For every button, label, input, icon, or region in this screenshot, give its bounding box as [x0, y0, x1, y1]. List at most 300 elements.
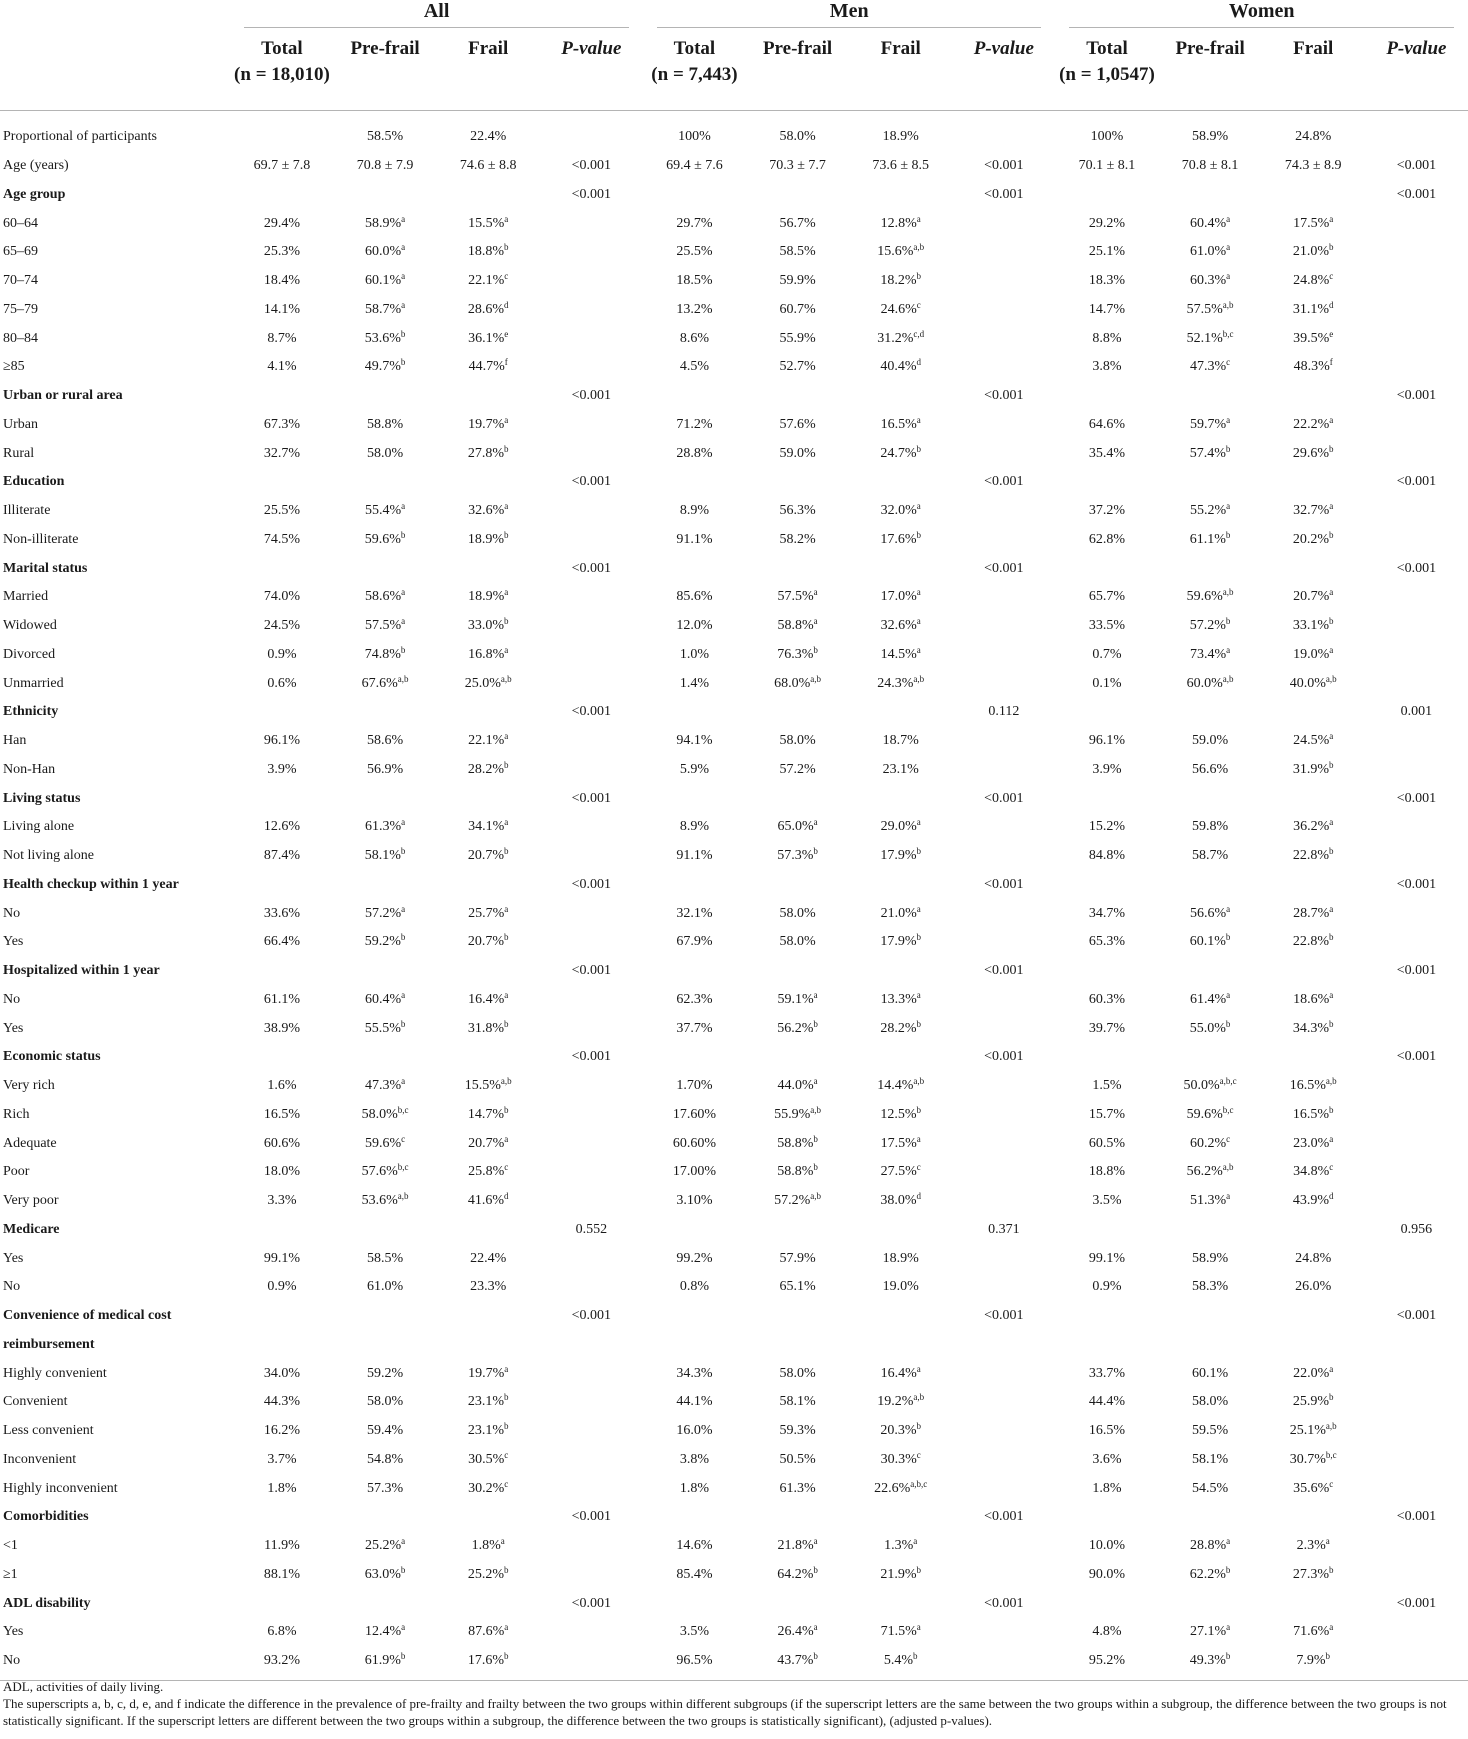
- table-cell: [643, 784, 746, 813]
- table-cell: 73.6 ± 8.5: [872, 158, 930, 174]
- cell-superscript: b: [1225, 1651, 1231, 1662]
- cell-superscript: a: [1226, 271, 1231, 282]
- table-row: [0, 267, 1468, 296]
- table-row: [0, 296, 1468, 325]
- table-cell: [437, 1072, 540, 1101]
- cell-value: 23.0%: [1293, 1135, 1330, 1151]
- section-row: [0, 382, 1468, 411]
- table-cell: [1159, 526, 1262, 555]
- cell-superscript: b: [1225, 616, 1231, 627]
- column-header-label: Total: [1086, 38, 1128, 59]
- table-cell: 1.5%: [1092, 1078, 1122, 1094]
- table-cell: [540, 267, 643, 296]
- cell-value: 29.0%: [880, 819, 917, 835]
- table-cell: [1159, 986, 1262, 1015]
- cell-value: 17.9%: [880, 848, 917, 864]
- row-label: ADL disability: [3, 1595, 91, 1611]
- table-cell: [540, 497, 643, 526]
- cell-superscript: b: [1329, 932, 1334, 943]
- cell-superscript: a: [504, 213, 509, 224]
- table-cell: 54.5%: [1192, 1480, 1229, 1496]
- table-cell: 15.7%: [1088, 1106, 1126, 1122]
- table-cell: [849, 813, 952, 842]
- table-cell: 33.5%: [1088, 618, 1126, 634]
- table-cell: 58.7%: [1192, 848, 1229, 864]
- table-cell: 1.8%: [679, 1480, 710, 1496]
- table-cell: 3.10%: [676, 1193, 713, 1209]
- cell-superscript: b: [916, 846, 922, 857]
- cell-superscript: a: [1329, 587, 1334, 598]
- table-cell: 29.2%: [1088, 215, 1126, 231]
- table-cell: 18.5%: [676, 273, 713, 289]
- table-cell: [952, 1561, 1055, 1590]
- cell-superscript: b: [913, 1651, 918, 1662]
- table-cell: 12.0%: [676, 618, 713, 634]
- table-cell: 59.0%: [1192, 733, 1229, 749]
- table-cell: [1262, 1187, 1365, 1216]
- table-cell: [1159, 382, 1262, 411]
- table-cell: [1159, 612, 1262, 641]
- cell-value: 50.0%: [1183, 1078, 1220, 1094]
- table-cell: 91.1%: [676, 531, 713, 547]
- cell-value: 27.1%: [1190, 1624, 1227, 1640]
- cell-value: 17.5%: [1293, 215, 1330, 231]
- table-cell: 33.7%: [1088, 1365, 1126, 1381]
- table-cell: [849, 1359, 952, 1388]
- cell-superscript: a: [401, 501, 406, 512]
- table-cell: 70.1 ± 8.1: [1078, 158, 1136, 174]
- table-cell: [230, 1589, 333, 1618]
- table-cell: [746, 382, 849, 411]
- row-label: Yes: [3, 1020, 24, 1036]
- cell-superscript: b: [813, 1133, 818, 1144]
- table-cell: [334, 1302, 437, 1331]
- table-cell: [952, 1331, 1055, 1360]
- cell-value: 61.4%: [1190, 991, 1227, 1007]
- table-cell: [1365, 1417, 1468, 1446]
- table-cell: [437, 986, 540, 1015]
- cell-superscript: b: [916, 529, 922, 540]
- table-cell: [952, 842, 1055, 871]
- table-cell: 59.9%: [779, 273, 816, 289]
- table-cell: [746, 1158, 849, 1187]
- section-row: [0, 1302, 1468, 1331]
- header-blank: [0, 0, 230, 28]
- group-header-women: Women: [1055, 0, 1468, 28]
- row-label: Poor: [3, 1164, 30, 1180]
- table-cell: [849, 526, 952, 555]
- cell-value: 16.5%: [880, 416, 917, 432]
- column-header-pre-frail: [1159, 28, 1262, 111]
- table-cell: [952, 111, 1055, 152]
- table-row: [0, 497, 1468, 526]
- table-cell: [1365, 1273, 1468, 1302]
- cell-value: 40.0%: [1289, 675, 1326, 691]
- cell-superscript: a,b: [500, 1076, 512, 1087]
- table-cell: [230, 1216, 333, 1245]
- table-cell: 0.9%: [1092, 1279, 1122, 1295]
- table-cell: [1055, 1216, 1158, 1245]
- table-cell: [540, 1072, 643, 1101]
- cell-value: 34.8%: [1293, 1164, 1330, 1180]
- table-cell: <0.001: [1396, 474, 1437, 490]
- cell-superscript: b: [504, 529, 509, 540]
- table-row: [0, 1618, 1468, 1647]
- table-cell: [952, 1618, 1055, 1647]
- table-cell: [849, 1129, 952, 1158]
- table-cell: 69.4 ± 7.6: [666, 158, 723, 174]
- row-label: Very poor: [3, 1193, 59, 1209]
- cell-superscript: b: [1329, 443, 1334, 454]
- table-cell: [437, 1359, 540, 1388]
- cell-superscript: e: [504, 328, 509, 339]
- cell-value: 30.7%: [1289, 1451, 1326, 1467]
- table-cell: [334, 583, 437, 612]
- cell-value: 58.9%: [364, 215, 402, 231]
- table-cell: [540, 1158, 643, 1187]
- table-row: [0, 353, 1468, 382]
- table-cell: [1159, 899, 1262, 928]
- table-cell: [540, 1187, 643, 1216]
- table-cell: 6.8%: [267, 1624, 297, 1640]
- table-cell: [1159, 1503, 1262, 1532]
- table-cell: [334, 296, 437, 325]
- table-cell: [334, 1014, 437, 1043]
- table-cell: [1159, 669, 1262, 698]
- cell-value: 57.5%: [777, 589, 814, 605]
- cell-superscript: a: [1329, 414, 1334, 425]
- table-cell: 13.2%: [676, 301, 713, 317]
- table-cell: [849, 1331, 952, 1360]
- table-cell: [1055, 1503, 1158, 1532]
- cell-value: 67.6%: [361, 675, 398, 691]
- table-cell: [1055, 554, 1158, 583]
- table-cell: [952, 641, 1055, 670]
- cell-superscript: b: [504, 616, 509, 627]
- table-cell: 16.2%: [263, 1423, 301, 1439]
- row-label: Economic status: [3, 1049, 101, 1065]
- table-cell: [849, 1589, 952, 1618]
- table-row: [0, 583, 1468, 612]
- table-cell: 18.3%: [1088, 273, 1126, 289]
- cell-superscript: a: [401, 616, 406, 627]
- table-cell: 64.6%: [1088, 416, 1126, 432]
- table-cell: [1365, 238, 1468, 267]
- column-header-label: Total: [261, 38, 303, 59]
- table-cell: 0.9%: [267, 646, 297, 662]
- cell-value: 58.8%: [777, 618, 814, 634]
- table-cell: [437, 526, 540, 555]
- table-cell: [1159, 439, 1262, 468]
- table-cell: [1262, 756, 1365, 785]
- table-cell: [1262, 411, 1365, 440]
- table-cell: 3.3%: [267, 1193, 297, 1209]
- table-cell: [1159, 1618, 1262, 1647]
- cell-superscript: a: [916, 1622, 921, 1633]
- table-cell: 57.2%: [779, 761, 816, 777]
- table-cell: [437, 1014, 540, 1043]
- row-label: No: [3, 1279, 21, 1295]
- table-cell: [952, 756, 1055, 785]
- cell-superscript: a: [916, 587, 921, 598]
- table-cell: 28.8%: [676, 445, 713, 461]
- row-label: Convenience of medical cost: [3, 1308, 172, 1324]
- table-cell: 15.2%: [1088, 819, 1126, 835]
- table-cell: [952, 928, 1055, 957]
- table-cell: [849, 1446, 952, 1475]
- table-cell: [952, 899, 1055, 928]
- table-cell: [1262, 641, 1365, 670]
- row-label: Unmarried: [3, 675, 64, 691]
- table-cell: [1159, 554, 1262, 583]
- table-cell: [1262, 1589, 1365, 1618]
- cell-value: 28.8%: [1190, 1538, 1227, 1554]
- table-cell: 93.2%: [230, 1647, 333, 1680]
- table-cell: [334, 1158, 437, 1187]
- cell-value: 20.7%: [467, 848, 505, 864]
- table-cell: 65.3%: [1088, 934, 1126, 950]
- table-cell: [1262, 353, 1365, 382]
- cell-value: 60.2%: [1190, 1135, 1227, 1151]
- cell-value: 24.8%: [1293, 273, 1330, 289]
- table-cell: [437, 1043, 540, 1072]
- cell-superscript: a: [1329, 644, 1334, 655]
- row-label: Yes: [3, 1250, 24, 1266]
- cell-superscript: b: [813, 846, 818, 857]
- cell-superscript: b: [504, 1564, 509, 1575]
- table-row: [0, 1187, 1468, 1216]
- table-row: [0, 111, 1468, 152]
- table-cell: [540, 842, 643, 871]
- table-cell: [437, 353, 540, 382]
- cell-superscript: b: [813, 1018, 818, 1029]
- cell-superscript: b: [504, 443, 509, 454]
- row-label: 60–64: [3, 215, 38, 231]
- cell-value: 60.0%: [364, 244, 402, 260]
- table-cell: [540, 1244, 643, 1273]
- table-cell: [437, 1589, 540, 1618]
- cell-superscript: b: [504, 846, 509, 857]
- cell-superscript: a: [504, 501, 509, 512]
- table-cell: 8.8%: [1092, 330, 1122, 346]
- cell-superscript: b: [504, 1651, 509, 1662]
- cell-superscript: a: [1226, 1622, 1231, 1633]
- table-cell: [746, 1187, 849, 1216]
- section-row: [0, 957, 1468, 986]
- row-label: Education: [3, 474, 65, 490]
- table-cell: <0.001: [571, 1595, 612, 1611]
- cell-value: 57.2%: [774, 1193, 811, 1209]
- table-cell: 95.2%: [1055, 1647, 1158, 1680]
- cell-value: 44.0%: [777, 1078, 814, 1094]
- cell-value: 20.7%: [467, 934, 505, 950]
- cell-superscript: b: [1329, 759, 1334, 770]
- cell-superscript: a,b: [913, 1392, 925, 1403]
- table-cell: [437, 1129, 540, 1158]
- table-cell: 67.3%: [263, 416, 301, 432]
- cell-value: 17.9%: [880, 934, 917, 950]
- table-cell: 70.8 ± 8.1: [1181, 158, 1239, 174]
- table-cell: <0.001: [571, 158, 612, 174]
- cell-superscript: c: [504, 271, 509, 282]
- cell-superscript: a,b: [810, 1104, 822, 1115]
- cell-value: 1.3%: [884, 1538, 914, 1554]
- table-cell: 58.8%: [366, 416, 404, 432]
- table-cell: [849, 957, 952, 986]
- row-label: Less convenient: [3, 1423, 94, 1439]
- table-cell: 3.6%: [1092, 1451, 1122, 1467]
- cell-value: 13.3%: [880, 991, 917, 1007]
- table-cell: [1365, 641, 1468, 670]
- cell-value: 7.9%: [1296, 1653, 1326, 1669]
- cell-value: 25.8%: [468, 1164, 505, 1180]
- cell-superscript: b: [1329, 616, 1334, 627]
- cell-superscript: a: [401, 242, 406, 253]
- table-cell: [746, 468, 849, 497]
- table-cell: [849, 1618, 952, 1647]
- table-cell: [437, 1474, 540, 1503]
- cell-value: 16.5%: [1289, 1078, 1326, 1094]
- group-header-row: [0, 0, 1468, 28]
- table-cell: [643, 871, 746, 900]
- table-cell: [334, 698, 437, 727]
- table-cell: [540, 526, 643, 555]
- table-cell: [1159, 267, 1262, 296]
- row-label: Age group: [3, 186, 66, 202]
- table-cell: [1262, 468, 1365, 497]
- table-cell: [1159, 928, 1262, 957]
- cell-superscript: c: [916, 299, 921, 310]
- table-cell: [1262, 1417, 1365, 1446]
- table-cell: [437, 899, 540, 928]
- cell-superscript: a: [916, 1133, 921, 1144]
- cell-superscript: b: [1325, 1651, 1331, 1662]
- table-cell: [1159, 1331, 1262, 1360]
- table-cell: [952, 1158, 1055, 1187]
- cell-superscript: a: [1329, 731, 1334, 742]
- table-row: [0, 986, 1468, 1015]
- table-row: [0, 1014, 1468, 1043]
- table-cell: <0.001: [571, 186, 612, 202]
- cell-value: 49.7%: [364, 359, 401, 375]
- table-cell: [849, 899, 952, 928]
- cell-value: 63.0%: [364, 1566, 401, 1582]
- cell-superscript: a,b: [810, 1191, 822, 1202]
- cell-superscript: a: [401, 989, 406, 1000]
- table-cell: [849, 698, 952, 727]
- cell-superscript: b: [504, 1392, 509, 1403]
- cell-value: 24.3%: [877, 675, 914, 691]
- table-cell: [437, 612, 540, 641]
- table-cell: 58.1%: [1192, 1451, 1229, 1467]
- table-row: [0, 238, 1468, 267]
- row-label: Comorbidities: [3, 1509, 89, 1525]
- table-cell: [1365, 1618, 1468, 1647]
- table-cell: [1262, 784, 1365, 813]
- cell-superscript: a,b: [397, 673, 409, 684]
- table-cell: [746, 554, 849, 583]
- table-cell: [1365, 583, 1468, 612]
- cell-value: 59.2%: [364, 934, 401, 950]
- table-cell: 59.3%: [779, 1423, 816, 1439]
- table-cell: [1365, 209, 1468, 238]
- cell-value: 71.5%: [880, 1624, 917, 1640]
- row-label: Highly convenient: [3, 1365, 107, 1381]
- table-cell: <0.001: [571, 1049, 612, 1065]
- table-cell: 23.3%: [470, 1279, 507, 1295]
- column-header-pre-frail: [334, 28, 437, 111]
- cell-superscript: a,b: [1222, 587, 1234, 598]
- table-cell: [540, 1417, 643, 1446]
- table-cell: <0.001: [984, 560, 1024, 576]
- cell-superscript: a: [813, 1622, 818, 1633]
- table-cell: [437, 1216, 540, 1245]
- cell-superscript: a: [1329, 1133, 1334, 1144]
- table-cell: [334, 899, 437, 928]
- cell-value: 18.6%: [1293, 991, 1330, 1007]
- table-cell: 24.8%: [1295, 1250, 1332, 1266]
- cell-superscript: c: [916, 1162, 921, 1173]
- table-cell: [849, 1647, 952, 1680]
- cell-superscript: a: [916, 989, 921, 1000]
- table-row: [0, 439, 1468, 468]
- table-cell: [849, 669, 952, 698]
- table-cell: [334, 1618, 437, 1647]
- table-cell: [334, 928, 437, 957]
- table-cell: [1365, 756, 1468, 785]
- cell-superscript: f: [1329, 357, 1333, 368]
- table-row: [0, 756, 1468, 785]
- table-cell: 96.5%: [643, 1647, 746, 1680]
- row-label: Inconvenient: [3, 1451, 77, 1467]
- table-cell: [1365, 296, 1468, 325]
- cell-value: 25.2%: [364, 1538, 402, 1554]
- cell-value: 18.9%: [467, 531, 505, 547]
- table-cell: <0.001: [984, 1509, 1024, 1525]
- table-cell: [952, 1014, 1055, 1043]
- table-cell: 16.0%: [676, 1423, 713, 1439]
- table-cell: 32.7%: [263, 445, 301, 461]
- table-cell: [334, 669, 437, 698]
- cell-value: 22.2%: [1293, 416, 1330, 432]
- table-cell: [849, 986, 952, 1015]
- cell-value: 12.8%: [880, 215, 917, 231]
- table-cell: 34.3%: [676, 1365, 713, 1381]
- cell-value: 49.3%: [1189, 1653, 1226, 1669]
- row-label: Widowed: [3, 618, 57, 634]
- cell-value: 47.3%: [1190, 359, 1227, 375]
- table-cell: [1365, 1446, 1468, 1475]
- cell-value: 58.6%: [364, 589, 402, 605]
- table-cell: 56.6%: [1192, 761, 1229, 777]
- cell-value: 15.5%: [464, 1078, 501, 1094]
- table-cell: [952, 583, 1055, 612]
- table-cell: [849, 296, 952, 325]
- column-header-pre-frail: [746, 28, 849, 111]
- cell-value: 25.9%: [1292, 1394, 1330, 1410]
- cell-value: 28.6%: [467, 301, 505, 317]
- table-cell: <0.001: [571, 560, 612, 576]
- table-cell: [746, 1331, 849, 1360]
- table-cell: [1262, 554, 1365, 583]
- cell-superscript: a: [1329, 817, 1334, 828]
- section-row: [0, 871, 1468, 900]
- table-cell: 87.4%: [263, 848, 301, 864]
- table-cell: [1365, 1072, 1468, 1101]
- table-cell: [1159, 583, 1262, 612]
- table-cell: [1365, 842, 1468, 871]
- table-cell: [334, 1101, 437, 1130]
